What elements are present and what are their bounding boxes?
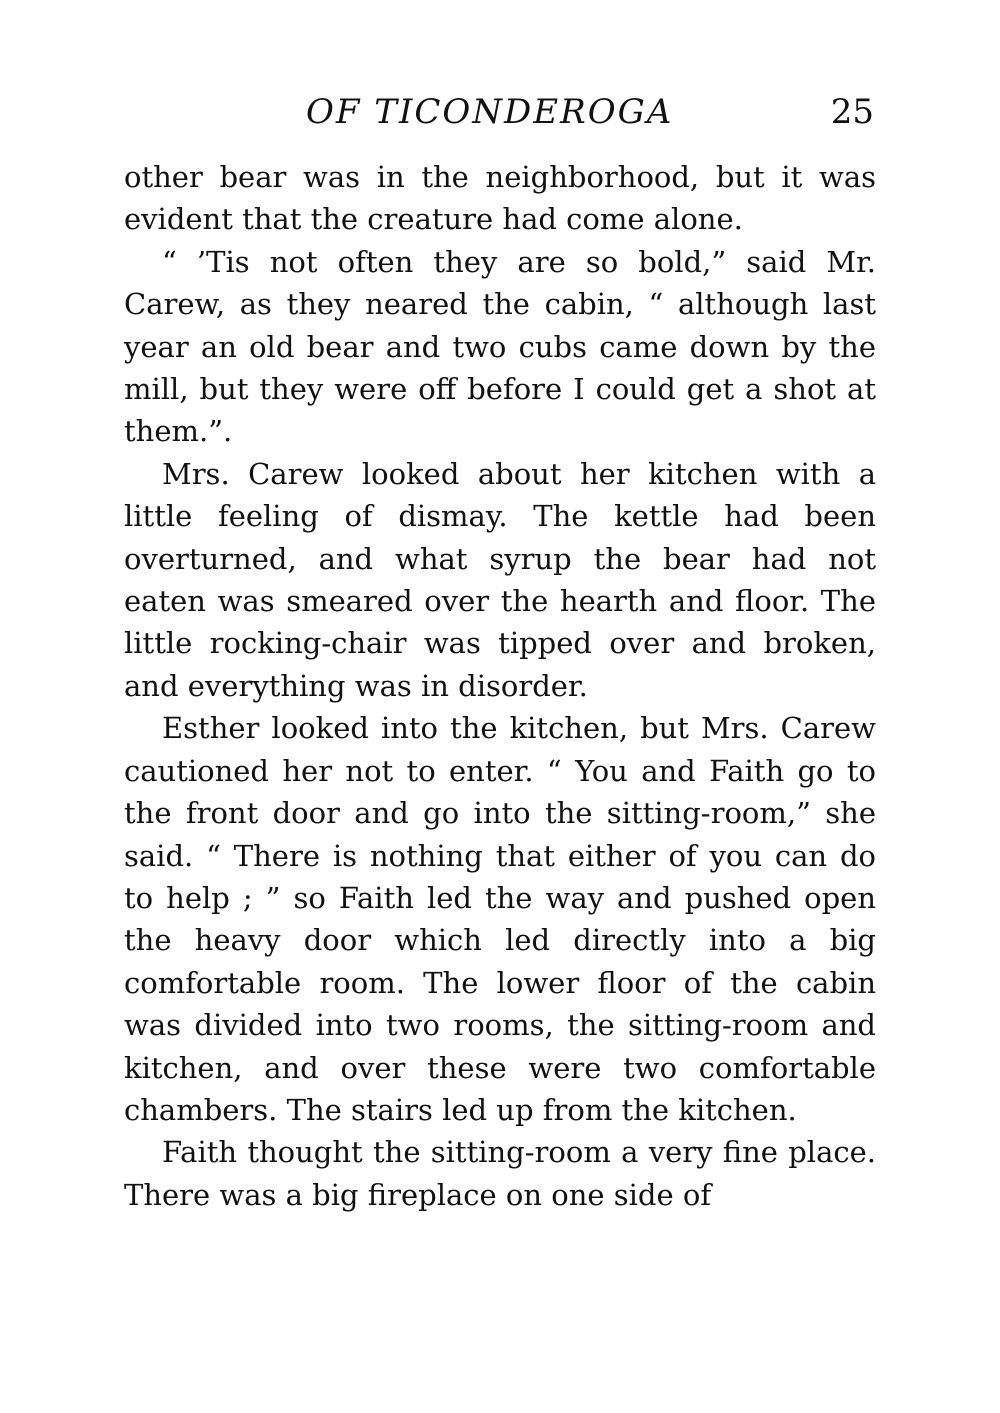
paragraph-1: other bear was in the neighborhood, but it was evident that the creature had come alone.: [124, 160, 876, 237]
paragraph-2: “ ’Tis not often they are so bold,” said Mr. Carew, as they neared the cabin, “ although last year an old bear and two cubs came down by the mill, but they were off before I could get a shot at them.”.: [124, 244, 876, 449]
paragraph-5: Faith thought the sitting-room a very fine place. There was a big fireplace on one side of: [124, 1135, 876, 1212]
page-number: 25: [830, 92, 874, 132]
running-title: OF TICONDEROGA: [306, 92, 674, 132]
paragraph-3: Mrs. Carew looked about her kitchen with a little feeling of dismay. The kettle had been overturned, and what syrup the bear had not eaten was smeared over the hearth and floor. The little rocking-chair was tipped over and broken, and everything was in disorder.: [124, 456, 876, 703]
paragraph-4: Esther looked into the kitchen, but Mrs. Carew cautioned her not to enter. “ You and Faith go to the front door and go into the sitting-room,” she said. “ There is nothing that either of you can do to help ; ” so Faith led the way and pushed open the heavy door which led directly into a big comfortable room. The lower floor of the cabin was divided into two rooms, the sitting-room and kitchen, and over these were two comfortable chambers. The stairs led up from the kitchen.: [124, 711, 876, 1127]
body-text: [124, 156, 876, 1216]
running-head: [120, 92, 880, 136]
